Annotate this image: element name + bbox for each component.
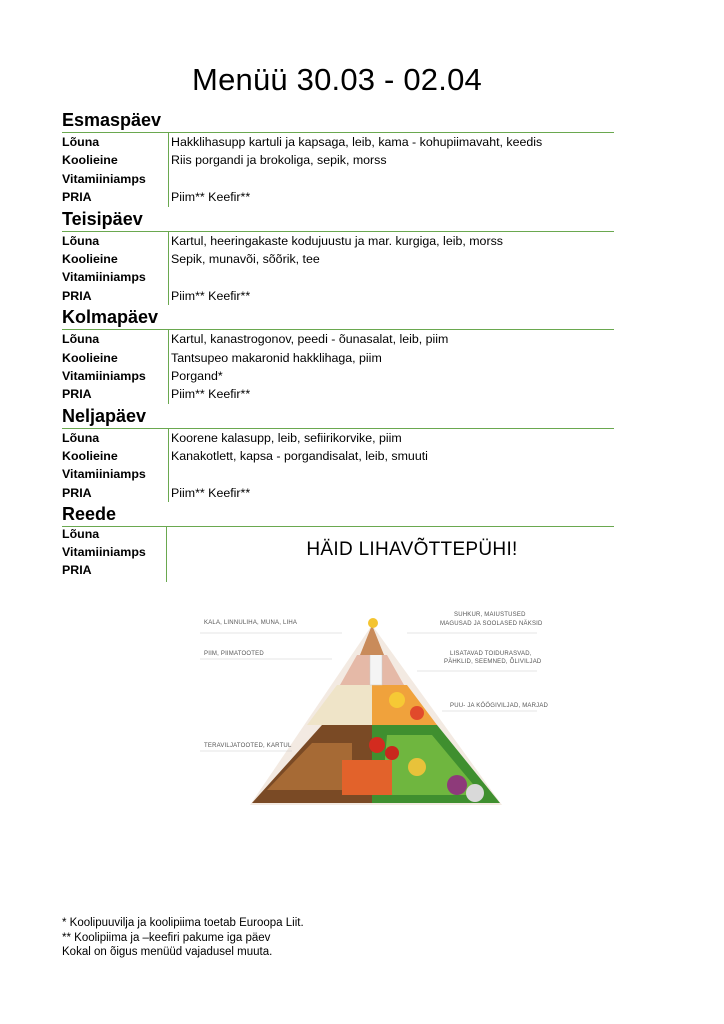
meal-label: Vitamiiniamps (62, 170, 169, 188)
menu-row (62, 287, 614, 305)
pyramid-label-fats: LISATAVAD TOIDURASVAD, (450, 651, 532, 657)
menu-row (62, 133, 614, 151)
meal-value (169, 465, 171, 483)
pyramid-label-nuts: PÄHKLID, SEEMNED, ÕLIVILJAD (444, 659, 542, 665)
meal-value: Kanakotlett, kapsa - porgandisalat, leib, smuuti (171, 449, 428, 464)
footnote: ** Koolipiima ja –keefiri pakume iga päev (62, 931, 271, 944)
menu-row (62, 188, 614, 206)
day-block (62, 108, 614, 207)
day-block (62, 207, 614, 306)
column-divider (166, 527, 167, 582)
meal-value: Piim** Keefir** (171, 387, 251, 402)
day-block (62, 305, 614, 404)
footnote: Kokal on õigus menüüd vajadusel muuta. (62, 946, 273, 958)
footnote: * Koolipuuvilja ja koolipiima toetab Euroopa Liit. (62, 917, 304, 929)
pyramid-label-vegetables: PUU- JA KÖÖGIVILJAD, MARJAD (450, 703, 549, 709)
menu-row (62, 250, 614, 268)
meal-label: PRIA (62, 287, 169, 305)
menu-row (62, 484, 614, 502)
footnotes (62, 916, 304, 960)
meal-label: Lõuna (62, 133, 169, 151)
meal-label: Lõuna (62, 232, 169, 250)
day-block-friday (62, 502, 614, 582)
food-pyramid-image (192, 585, 549, 810)
meal-label: Koolieine (62, 151, 169, 169)
pyramid-label-sweets: SUHKUR, MAIUSTUSED (454, 612, 526, 618)
meal-value (169, 170, 171, 188)
meal-value: Hakklihasupp kartuli ja kapsaga, leib, kama - kohupiimavaht, keedis (171, 135, 543, 149)
pyramid-label-protein: KALA, LINNULIHA, MUNA, LIHA (204, 620, 298, 626)
meal-value: Piim** Keefir** (171, 288, 251, 303)
page-title: Menüü 30.03 - 02.04 (192, 62, 482, 97)
meal-label: PRIA (62, 484, 169, 502)
meal-label: PRIA (62, 188, 169, 206)
meal-value: Piim** Keefir** (171, 190, 251, 205)
day-name: Kolmapäev (62, 305, 614, 330)
meal-value (169, 268, 171, 286)
meal-label: Lõuna (62, 429, 169, 447)
meal-label: Lõuna (62, 527, 100, 542)
meal-label: Lõuna (62, 330, 169, 348)
meal-label: Vitamiiniamps (62, 545, 146, 560)
menu-row (62, 429, 614, 447)
weekly-menu (62, 108, 614, 582)
menu-row (62, 367, 614, 385)
menu-row (62, 465, 614, 483)
holiday-greeting: HÄID LIHAVÕTTEPÜHI! (306, 539, 518, 561)
pyramid-label-snacks: MAGUSAD JA SOOLASED NÄKSID (440, 621, 543, 627)
meal-value: Kartul, heeringakaste kodujuustu ja mar. kurgiga, leib, morss (171, 233, 503, 248)
menu-row (62, 447, 614, 465)
meal-label: Vitamiiniamps (62, 367, 169, 385)
meal-label: Koolieine (62, 349, 169, 367)
menu-row (62, 349, 614, 367)
meal-value: Riis porgandi ja brokoliga, sepik, morss (171, 153, 387, 168)
pyramid-label-grain: TERAVILJATOOTED, KARTUL (204, 743, 292, 749)
menu-row (62, 330, 614, 348)
meal-value: Tantsupeo makaronid hakklihaga, piim (171, 350, 382, 365)
meal-label: Koolieine (62, 447, 169, 465)
meal-value: Kartul, kanastrogonov, peedi - õunasalat, leib, piim (171, 332, 449, 347)
day-name: Esmaspäev (62, 108, 614, 133)
meal-label: Vitamiiniamps (62, 465, 169, 483)
day-block (62, 404, 614, 503)
pyramid-label-milk: PIIM, PIIMATOOTED (204, 651, 264, 657)
meal-value: Koorene kalasupp, leib, sefiirikorvike, piim (171, 430, 402, 445)
meal-value: Piim** Keefir** (171, 485, 251, 500)
menu-row (62, 151, 614, 169)
menu-row (62, 170, 614, 188)
meal-value: Porgand* (171, 368, 223, 383)
day-name: Teisipäev (62, 207, 614, 232)
menu-row (62, 268, 614, 286)
meal-value: Sepik, munavõi, sõõrik, tee (171, 251, 320, 266)
meal-label: Vitamiiniamps (62, 268, 169, 286)
menu-row (62, 385, 614, 403)
menu-row (62, 232, 614, 250)
meal-label: PRIA (62, 385, 169, 403)
meal-label: Koolieine (62, 250, 169, 268)
meal-label: PRIA (62, 563, 92, 578)
day-name: Reede (62, 502, 614, 527)
day-name: Neljapäev (62, 404, 614, 429)
